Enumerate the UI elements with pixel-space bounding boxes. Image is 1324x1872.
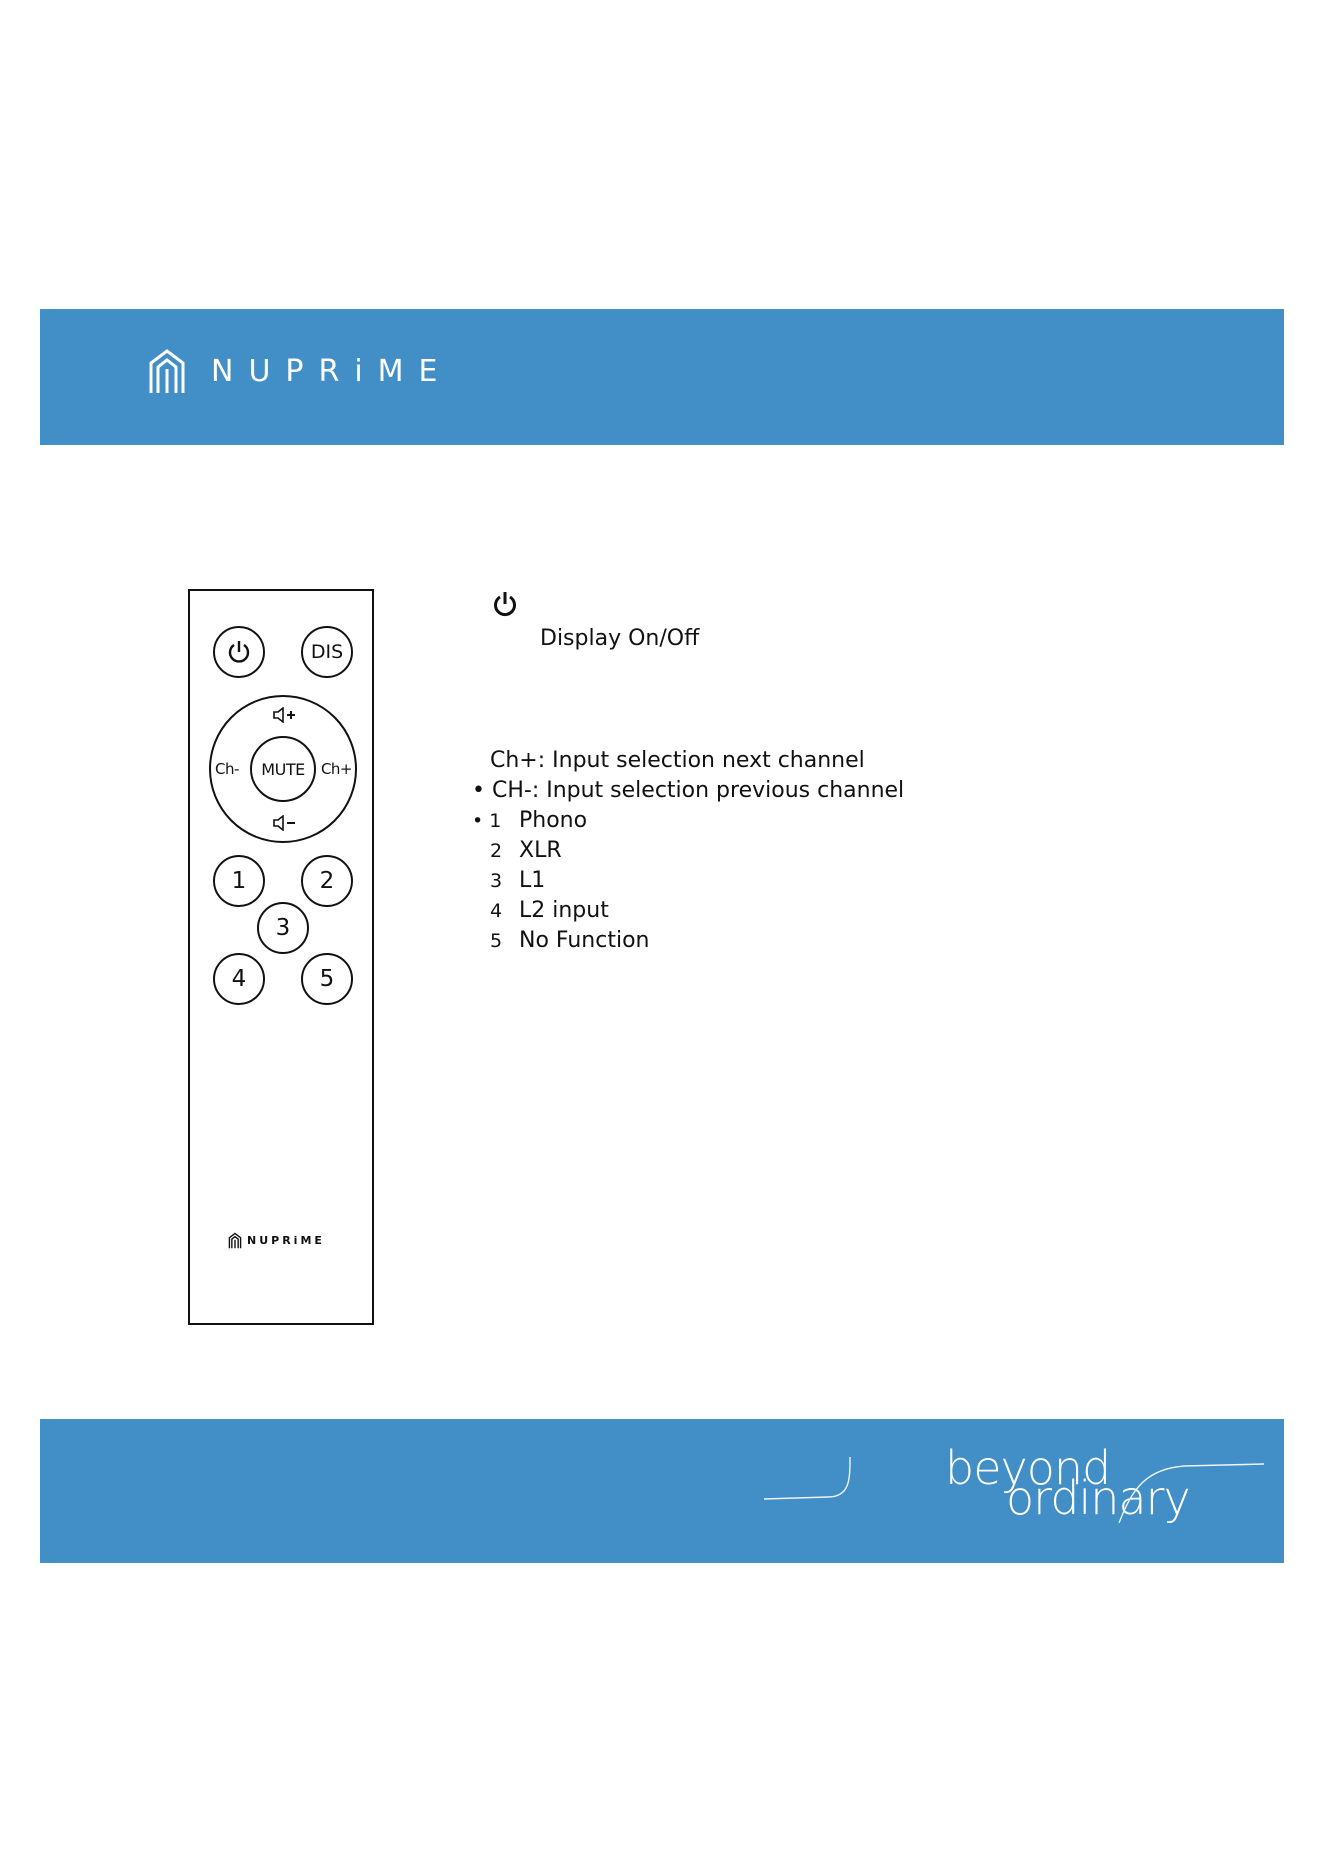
nuprime-mark-icon (147, 347, 187, 395)
legend-input-3 (490, 868, 545, 893)
power-icon (492, 590, 518, 618)
remote-power-button[interactable] (213, 626, 265, 678)
legend-ch-plus: Ch+: Input selection next channel (490, 748, 865, 773)
legend-input-5-number: 5 (490, 930, 503, 952)
volume-down-icon (273, 815, 297, 831)
legend-display: Display On/Off (540, 626, 700, 651)
input-2-button[interactable]: 2 (301, 855, 353, 907)
volume-up-button[interactable] (273, 707, 297, 727)
legend-input-2 (490, 838, 562, 863)
legend-input-4 (490, 898, 609, 923)
legend-input-2-label: XLR (519, 838, 562, 863)
input-3-button[interactable]: 3 (257, 902, 309, 954)
tagline-line-1: beyond (945, 1441, 1111, 1495)
input-5-button[interactable]: 5 (301, 953, 353, 1005)
mute-button[interactable]: MUTE (250, 736, 316, 802)
legend-input-3-label: L1 (519, 868, 546, 893)
legend-input-5 (490, 928, 650, 953)
tagline-line-2: ordinary (1006, 1471, 1190, 1525)
power-icon (225, 638, 253, 666)
legend-input-5-label: No Function (519, 928, 650, 953)
ch-plus-button[interactable]: Ch+ (320, 760, 352, 778)
legend-input-4-number: 4 (490, 900, 503, 922)
legend-input-1-label: Phono (519, 808, 588, 833)
volume-down-button[interactable] (273, 815, 297, 835)
volume-up-icon (273, 707, 297, 723)
header-logo (147, 347, 453, 395)
remote-brand-logo (228, 1232, 325, 1249)
legend-input-2-number: 2 (490, 840, 503, 862)
legend-input-3-number: 3 (490, 870, 503, 892)
footer-tagline (764, 1419, 1284, 1563)
remote-dpad (209, 695, 357, 843)
ch-minus-button[interactable]: Ch- (215, 760, 239, 778)
remote-dis-button[interactable]: DIS (301, 626, 353, 678)
legend-input-4-label: L2 input (519, 898, 609, 923)
nuprime-mark-icon (228, 1232, 242, 1249)
remote-brand-name: NUPRiME (247, 1234, 325, 1247)
header-band (40, 309, 1284, 445)
input-1-button[interactable]: 1 (213, 855, 265, 907)
legend-ch-minus: • CH-: Input selection previous channel (472, 778, 905, 803)
footer-band (40, 1419, 1284, 1563)
input-4-button[interactable]: 4 (213, 953, 265, 1005)
header-brand-name: NUPRiME (211, 353, 453, 389)
legend-input-1 (472, 808, 587, 833)
remote-control (188, 589, 374, 1325)
legend-input-1-number: • 1 (472, 810, 502, 832)
legend-power (492, 590, 518, 624)
